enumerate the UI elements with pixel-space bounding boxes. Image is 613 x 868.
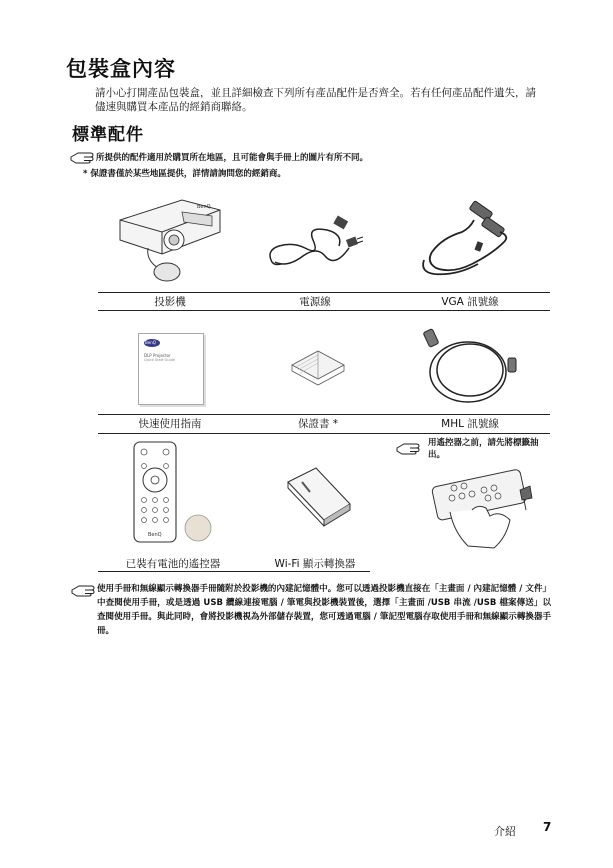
svg-text:BenQ: BenQ [197,204,211,210]
remote-tab-note: 用遙控器之前，請先將標籤抽出。 [428,438,539,460]
note-warranty: * 保證書僅於某些地區提供，詳情請詢問您的經銷商。 [83,169,286,179]
guide-brand: BenQ [145,340,156,345]
note-hand-icon [70,150,94,164]
row1-top-rule [98,292,550,293]
row1-bottom-rule [98,310,550,311]
remote-note-hand-icon [396,441,420,455]
caption-wifi-dongle: Wi-Fi 顯示轉換器 [274,558,356,570]
guide-title-line1: DLP Projector [144,353,171,358]
page-title: 包裝盒內容 [66,57,176,81]
caption-remote-control: 已裝有電池的遙控器 [125,558,221,570]
warranty-card-icon [288,345,348,385]
caption-power-cable: 電源線 [299,296,331,308]
row2-top-rule [98,414,550,415]
row2-bottom-rule [98,433,550,434]
caption-mhl-cable: MHL 訊號線 [441,418,499,430]
vga-cable-icon [412,202,522,282]
wifi-dongle-icon [280,462,356,532]
quick-start-guide-icon [138,333,204,405]
remote-tab-photo-icon [428,468,540,552]
row3-bottom-rule [98,571,370,572]
caption-warranty-card: 保證書 * [297,418,339,430]
bottom-note-hand-icon [71,583,95,597]
footer-section: 介紹 [494,825,516,838]
caption-projector: 投影機 [154,296,186,308]
remote-control-icon [126,440,226,544]
caption-vga-cable: VGA 訊號線 [441,296,499,308]
note-region: 所提供的配件適用於購買所在地區，且可能會與手冊上的圖片有所不同。 [96,153,369,163]
caption-quick-start-guide: 快速使用指南 [138,418,202,430]
guide-title-line2: Quick Start Guide [144,358,175,362]
intro-paragraph: 請小心打開產品包裝盒，並且詳細檢查下列所有產品配件是否齊全。若有任何產品配件遺失，請儘速與購買本產品的經銷商聯絡。 [95,87,536,113]
mhl-cable-icon [418,320,522,410]
manual-location-note: 使用手冊和無線顯示轉換器手冊隨附於投影機的內建記憶體中。您可以透過投影機直接在「主畫面 / 內建記憶體 / 文件」中查閱使用手冊，或是透過 USB 纜線連接電腦 / 筆電與投影機裝置後，選擇「主畫面 /USB 串流 /USB 檔案傳送」以查閱使用手冊。與此同時，會將投影機視為外部儲存裝置，您可透過電腦 / 筆記型電腦存取使用手冊和無線顯示轉換器手冊。 [97,584,551,636]
section-title: 標準配件 [72,125,144,145]
power-cable-icon [265,212,365,272]
svg-text:BenQ: BenQ [148,532,162,538]
projector-icon [112,190,222,285]
page-number: 7 [543,820,552,834]
